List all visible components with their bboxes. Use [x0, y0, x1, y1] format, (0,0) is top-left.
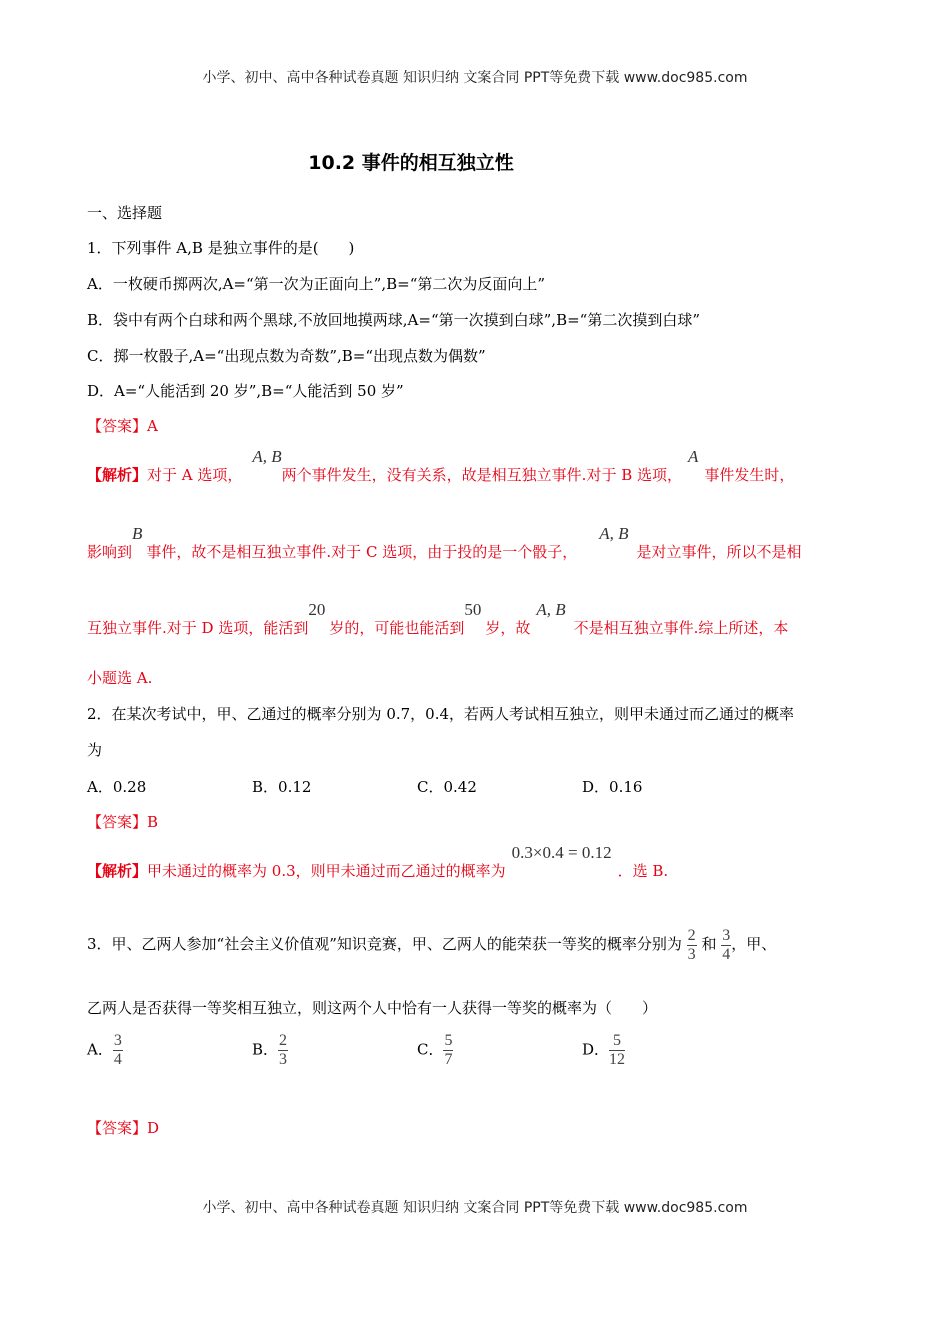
q2-stem-line-2: 为 — [87, 741, 103, 759]
q1-explanation-line-4: 小题选 A. — [87, 669, 153, 687]
math-ab: A, B — [536, 600, 566, 619]
text: 两个事件发生，没有关系，故是相互独立事件.对于 B 选项， — [281, 466, 683, 484]
page-header: 小学、初中、高中各种试卷真题 知识归纳 文案合同 PPT等免费下载 www.doc985.com — [202, 70, 748, 86]
q3-stem-line-1 — [87, 922, 776, 966]
text: 事件发生时， — [704, 466, 795, 484]
text: 和 — [701, 935, 717, 953]
option-fraction: $\frac{5}{7}$ — [444, 1032, 453, 1068]
math-a: A — [688, 447, 699, 466]
q1-explanation-line-1 — [87, 447, 795, 485]
option-fraction: $\frac{5}{12}$ — [609, 1032, 626, 1068]
fraction-two-thirds: $\frac{2}{3}$ — [687, 926, 696, 963]
math-ab: A, B — [599, 524, 629, 543]
option-fraction: $\frac{2}{3}$ — [279, 1032, 288, 1068]
q1-option-d: D．A=“人能活到 20 岁”,B=“人能活到 50 岁” — [87, 382, 404, 400]
text: 3．甲、乙两人参加“社会主义价值观”知识竞赛，甲、乙两人的能荣获一等奖的概率分别为 — [87, 935, 682, 953]
explanation-label: 【解析】 — [87, 862, 148, 880]
fraction-three-quarters: $\frac{3}{4}$ — [722, 926, 731, 963]
text: 影响到 — [87, 543, 133, 561]
q2-option-a: A．0.28 — [87, 778, 147, 796]
q3-answer: 【答案】D — [87, 1119, 160, 1137]
q2-option-c: C．0.42 — [417, 778, 477, 796]
math-ab: A, B — [252, 447, 282, 466]
text: 岁，故 — [485, 619, 531, 637]
q3-option-c: C． $\frac{5}{7}$ — [417, 1032, 453, 1068]
page-title: 10.2 事件的相互独立性 — [308, 152, 514, 174]
section-heading: 一、选择题 — [87, 204, 163, 222]
q3-option-d: D． $\frac{5}{12}$ — [582, 1032, 626, 1068]
q1-option-c: C．掷一枚骰子,A=“出现点数为奇数”,B=“出现点数为偶数” — [87, 347, 486, 365]
math-b: B — [132, 524, 143, 543]
explanation-label: 【解析】 — [87, 466, 148, 484]
q1-answer: 【答案】A — [87, 417, 158, 435]
text: 是对立事件，所以不是相 — [636, 543, 802, 561]
q2-option-d: D．0.16 — [582, 778, 643, 796]
math-formula: 0.3×0.4 = 0.12 — [511, 843, 612, 862]
page-footer: 小学、初中、高中各种试卷真题 知识归纳 文案合同 PPT等免费下载 www.doc985.com — [202, 1200, 748, 1216]
q1-explanation-line-2 — [87, 524, 802, 562]
q2-stem-line-1: 2．在某次考试中，甲、乙通过的概率分别为 0.7，0.4，若两人考试相互独立，则甲未通过而乙通过的概率 — [87, 705, 795, 723]
q2-option-b: B．0.12 — [252, 778, 312, 796]
text: 岁的，可能也能活到 — [329, 619, 465, 637]
option-fraction: $\frac{3}{4}$ — [113, 1032, 122, 1068]
q2-answer: 【答案】B — [87, 813, 159, 831]
text: 对于 A 选项， — [147, 466, 243, 484]
q1-explanation-line-3 — [87, 600, 789, 638]
math-50: 50 — [464, 600, 482, 619]
q2-explanation — [87, 843, 669, 881]
math-20: 20 — [308, 600, 326, 619]
text: ．选 B. — [617, 862, 669, 880]
q1-option-a: A．一枚硬币掷两次,A=“第一次为正面向上”,B=“第二次为反面向上” — [87, 275, 546, 293]
text: ，甲、 — [731, 935, 777, 953]
q1-stem: 1．下列事件 A,B 是独立事件的是( ) — [87, 239, 355, 257]
text: 不是相互独立事件.综上所述，本 — [573, 619, 789, 637]
q1-option-b: B．袋中有两个白球和两个黑球,不放回地摸两球,A=“第一次摸到白球”,B=“第二次摸到白球” — [87, 311, 700, 329]
q3-option-a: A． $\frac{3}{4}$ — [87, 1032, 122, 1068]
q3-option-b: B． $\frac{2}{3}$ — [252, 1032, 288, 1068]
text: 甲未通过的概率为 0.3，则甲未通过而乙通过的概率为 — [147, 862, 506, 880]
text: 事件，故不是相互独立事件.对于 C 选项，由于投的是一个骰子， — [146, 543, 578, 561]
text: 互独立事件.对于 D 选项，能活到 — [87, 619, 309, 637]
q3-stem-line-2: 乙两人是否获得一等奖相互独立，则这两个人中恰有一人获得一等奖的概率为（ ） — [87, 999, 658, 1017]
